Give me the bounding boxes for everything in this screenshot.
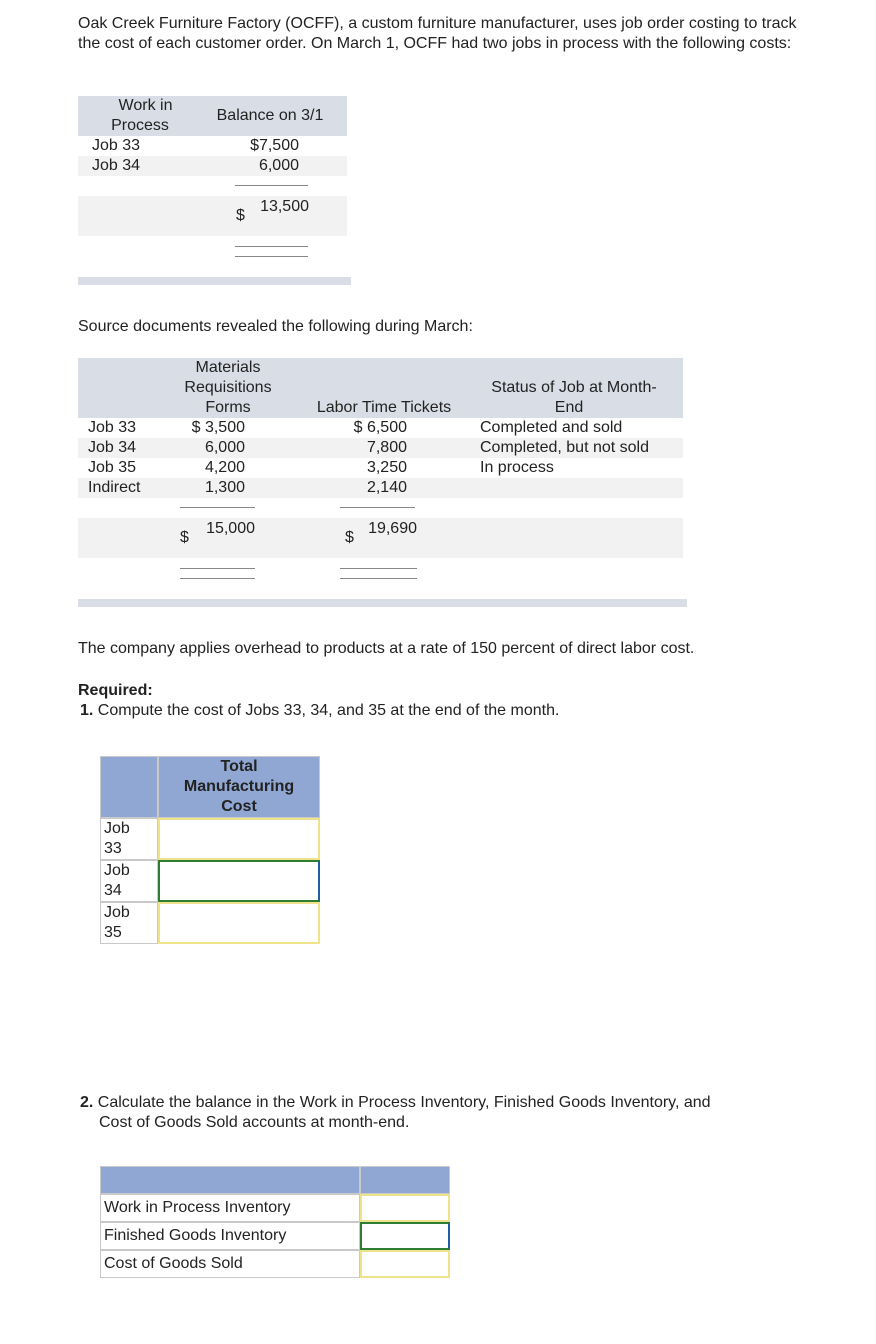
wip-row-label: Job 33 xyxy=(92,137,141,154)
materials-header-line2: Requisitions xyxy=(184,379,272,396)
answer1-row-label: Job 33 xyxy=(100,818,158,860)
wip-col1-header-line2: Process xyxy=(111,117,169,134)
source-row-materials: $ 3,500 xyxy=(191,419,245,436)
source-row-labor: 3,250 xyxy=(366,459,407,476)
answer1-header-line3: Cost xyxy=(221,798,257,815)
total-labor: 19,690 xyxy=(368,520,417,537)
source-row-label: Job 33 xyxy=(88,419,137,436)
finished-goods-input[interactable] xyxy=(360,1222,450,1250)
cogs-label: Cost of Goods Sold xyxy=(100,1250,360,1278)
source-row-materials: 6,000 xyxy=(204,439,245,456)
finished-goods-label: Finished Goods Inventory xyxy=(100,1222,360,1250)
job-34-cost-input[interactable] xyxy=(158,860,320,902)
wip-col1-header-line1: Work in xyxy=(118,97,173,114)
wip-col2-header: Balance on 3/1 xyxy=(216,107,324,124)
status-header-line1: Status of Job at Month- xyxy=(491,379,657,396)
total-materials: 15,000 xyxy=(206,520,255,537)
q1-number: 1. xyxy=(80,702,94,719)
source-row-materials: 1,300 xyxy=(204,479,245,496)
source-row-status: In process xyxy=(480,459,554,476)
total-labor-symbol: $ xyxy=(345,529,354,546)
materials-header-line3: Forms xyxy=(205,399,251,416)
answer1-row-label: Job 34 xyxy=(100,860,158,902)
wip-row-value: 6,000 xyxy=(258,157,299,174)
overhead-text: The company applies overhead to products at a rate of 150 percent of direct labor cost. xyxy=(78,640,695,657)
q1-text xyxy=(80,701,559,721)
source-row-materials: 4,200 xyxy=(204,459,245,476)
status-header-line2: End xyxy=(554,399,584,416)
source-row-status: Completed and sold xyxy=(480,419,623,436)
cogs-input[interactable] xyxy=(360,1250,450,1278)
wip-row-label: Job 34 xyxy=(92,157,141,174)
q2-text xyxy=(80,1093,711,1133)
answer1-header-line1: Total xyxy=(220,758,258,775)
intro-paragraph: Oak Creek Furniture Factory (OCFF), a custom furniture manufacturer, uses job order costing to track the cost of each customer order. On March 1, OCFF had two jobs in process with the following costs: xyxy=(78,15,797,52)
section-divider xyxy=(78,599,687,607)
required-label: Required: xyxy=(78,682,153,699)
q2-body-line2: Cost of Goods Sold accounts at month-end. xyxy=(99,1114,410,1131)
source-row-labor: $ 6,500 xyxy=(353,419,407,436)
source-intro: Source documents revealed the following during March: xyxy=(78,318,473,335)
answer1-header-line2: Manufacturing xyxy=(183,778,295,795)
wip-total-symbol: $ xyxy=(236,207,245,224)
labor-header: Labor Time Tickets xyxy=(316,399,452,416)
materials-header-line1: Materials xyxy=(195,359,261,376)
job-33-cost-input[interactable] xyxy=(158,818,320,860)
wip-row-value: $7,500 xyxy=(250,137,299,154)
source-row-status: Completed, but not sold xyxy=(480,439,649,456)
q1-body: Compute the cost of Jobs 33, 34, and 35 at the end of the month. xyxy=(97,702,560,719)
total-materials-symbol: $ xyxy=(180,529,189,546)
source-row-labor: 7,800 xyxy=(366,439,407,456)
section-divider xyxy=(78,277,351,285)
wip-total-value: 13,500 xyxy=(260,198,309,215)
source-row-label: Indirect xyxy=(88,479,141,496)
q2-number: 2. xyxy=(80,1094,94,1111)
wip-inventory-input[interactable] xyxy=(360,1194,450,1222)
q2-body-line1: Calculate the balance in the Work in Process Inventory, Finished Goods Inventory, and xyxy=(97,1094,711,1111)
wip-inventory-label: Work in Process Inventory xyxy=(100,1194,360,1222)
answer1-row-label: Job 35 xyxy=(100,902,158,944)
source-row-label: Job 34 xyxy=(88,439,137,456)
source-row-labor: 2,140 xyxy=(366,479,407,496)
source-row-label: Job 35 xyxy=(88,459,137,476)
job-35-cost-input[interactable] xyxy=(158,902,320,944)
